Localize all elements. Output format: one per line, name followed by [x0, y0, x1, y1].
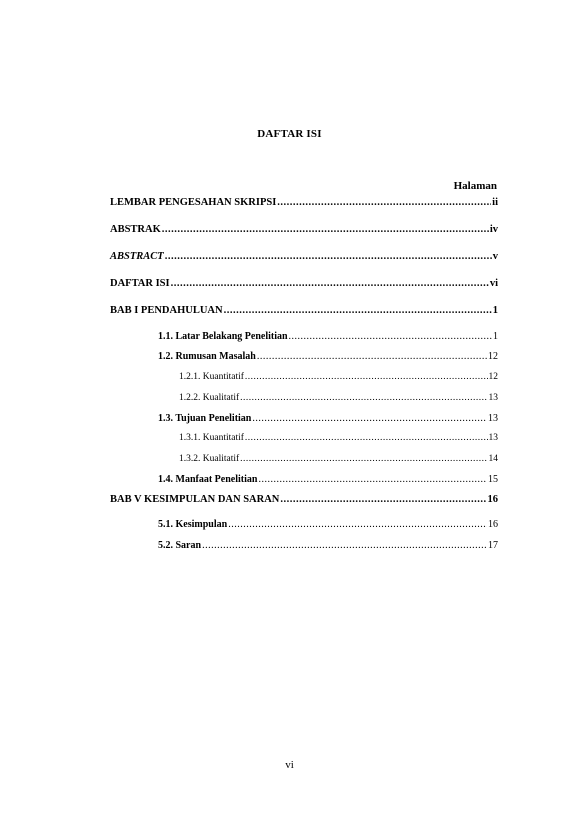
toc-entry-label: 1.1. Latar Belakang Penelitian — [158, 331, 288, 342]
toc-entry-1-3-2 — [179, 454, 498, 464]
leader-dots — [258, 474, 487, 485]
toc-entry-label: 5.1. Kesimpulan — [158, 519, 228, 530]
toc-entry-page: 12 — [488, 351, 498, 362]
leader-dots — [165, 251, 492, 262]
toc-entry-1-4 — [158, 474, 498, 485]
toc-entry-5-2 — [158, 540, 498, 551]
toc-entry-page: 13 — [488, 433, 498, 443]
toc-entry-label: 1.2.1. Kuantitatif — [179, 372, 244, 382]
toc-entry-1-3 — [158, 413, 498, 424]
toc-entry-page: 1 — [492, 305, 498, 316]
leader-dots — [257, 351, 487, 362]
toc-entry-abstrak — [110, 224, 498, 235]
toc-entry-label: 1.3. Tujuan Penelitian — [158, 413, 252, 424]
toc-entry-label: LEMBAR PENGESAHAN SKRIPSI — [110, 197, 277, 208]
toc-entry-page: vi — [489, 278, 498, 289]
leader-dots — [277, 197, 491, 208]
toc-entry-label: 1.2.2. Kualitatif — [179, 393, 240, 403]
toc-entry-1-2-2 — [179, 393, 498, 403]
toc-entry-page: 13 — [488, 393, 498, 403]
toc-entry-label: ABSTRAK — [110, 224, 161, 235]
toc-entry-label: BAB I PENDAHULUAN — [110, 305, 223, 316]
leader-dots — [252, 413, 487, 424]
leader-dots — [280, 494, 486, 505]
toc-entry-daftar-isi — [110, 278, 498, 289]
page-title: DAFTAR ISI — [257, 128, 322, 140]
leader-dots — [228, 519, 487, 530]
toc-entry-page: iv — [489, 224, 498, 235]
leader-dots — [224, 305, 492, 316]
toc-entry-label: 1.3.2. Kualitatif — [179, 454, 240, 464]
toc-entry-page: ii — [492, 197, 498, 208]
toc-entry-label: 5.2. Saran — [158, 540, 202, 551]
toc-entry-page: 17 — [488, 540, 498, 551]
toc-entry-label: DAFTAR ISI — [110, 278, 170, 289]
halaman-header: Halaman — [453, 180, 497, 192]
toc-entry-page: 13 — [488, 413, 498, 424]
toc-entry-page: 16 — [488, 519, 498, 530]
toc-entry-bab-5 — [110, 494, 498, 505]
leader-dots — [245, 372, 488, 382]
toc-entry-label: 1.2. Rumusan Masalah — [158, 351, 256, 362]
toc-entry-label: BAB V KESIMPULAN DAN SARAN — [110, 494, 280, 505]
leader-dots — [240, 454, 487, 464]
toc-entry-bab-1 — [110, 305, 498, 316]
toc-entry-label: ABSTRACT — [110, 251, 164, 262]
leader-dots — [202, 540, 487, 551]
toc-entry-page: 1 — [493, 331, 498, 342]
leader-dots — [289, 331, 492, 342]
toc-entry-abstract — [110, 251, 498, 262]
leader-dots — [240, 393, 487, 403]
toc-entry-page: v — [492, 251, 498, 262]
toc-entry-lembar-pengesahan — [110, 197, 498, 208]
toc-entry-1-2 — [158, 351, 498, 362]
toc-entry-1-1 — [158, 331, 498, 342]
toc-entry-label: 1.4. Manfaat Penelitian — [158, 474, 258, 485]
footer-page-number: vi — [285, 759, 294, 771]
toc-entry-page: 15 — [488, 474, 498, 485]
leader-dots — [162, 224, 489, 235]
toc-entry-5-1 — [158, 519, 498, 530]
toc-entry-page: 16 — [487, 494, 498, 505]
toc-entry-1-2-1 — [179, 372, 498, 382]
toc-entry-label: 1.3.1. Kuantitatif — [179, 433, 244, 443]
leader-dots — [171, 278, 489, 289]
toc-entry-page: 14 — [488, 454, 498, 464]
toc-entry-1-3-1 — [179, 433, 498, 443]
toc-entry-page: 12 — [488, 372, 498, 382]
leader-dots — [245, 433, 488, 443]
